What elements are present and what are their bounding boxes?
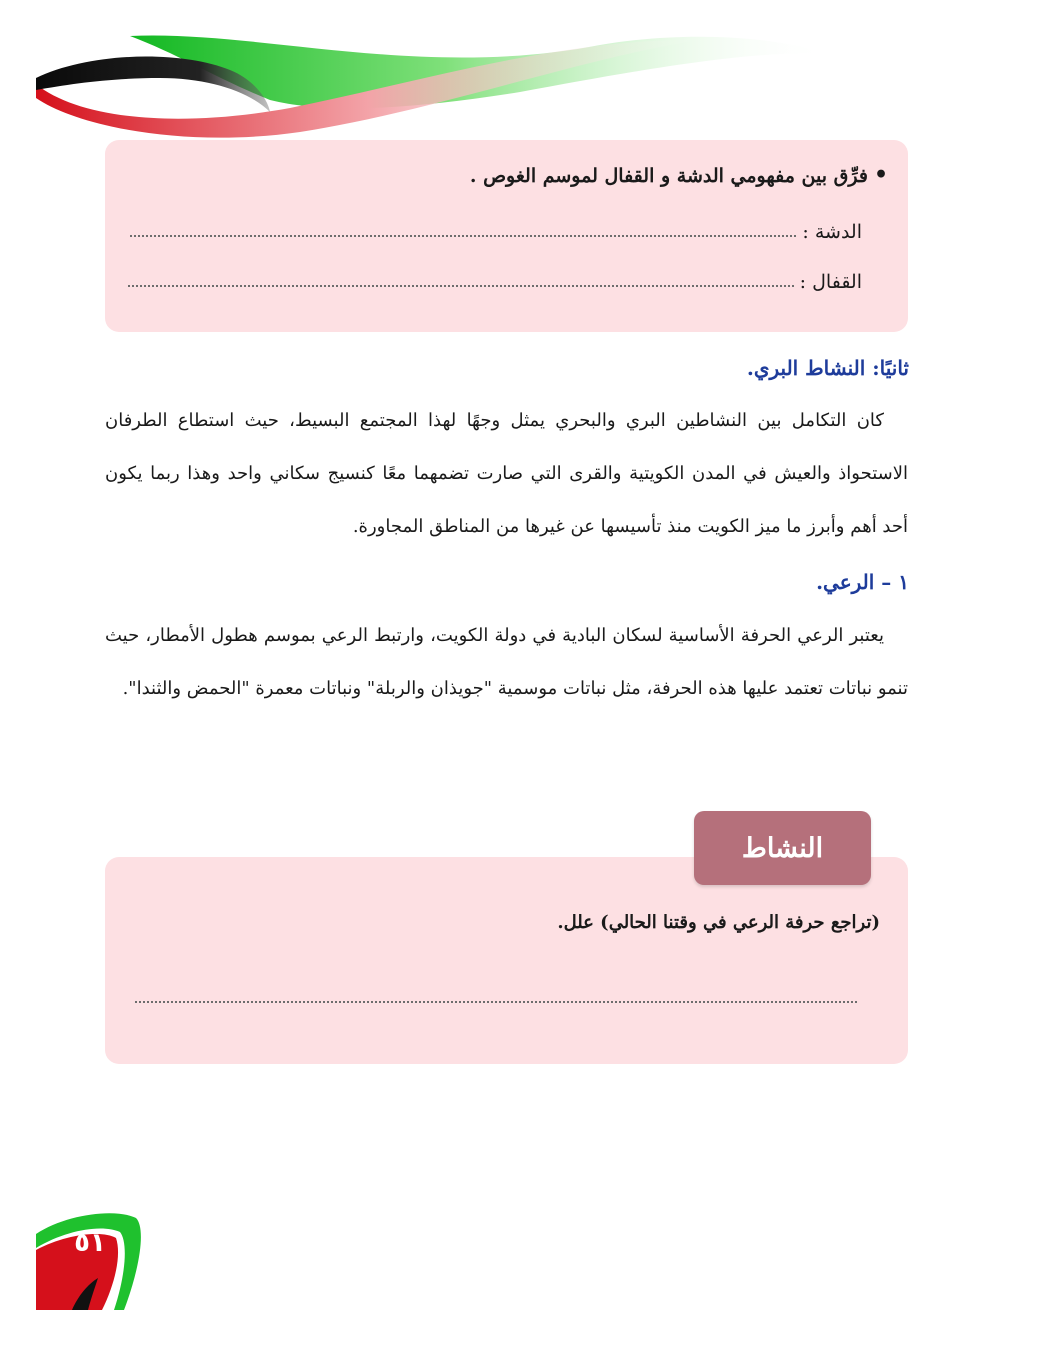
answer-row-dahsha[interactable] [130, 213, 862, 243]
section-title-land-activity: ثانيًا: النشاط البري. [746, 356, 909, 380]
activity-question: (تراجع حرفة الرعي في وقتنا الحالي) علل. [557, 912, 880, 933]
header-flag-ribbon [0, 0, 1062, 140]
page-corner-decor [36, 1208, 146, 1310]
answer-row-qifal[interactable] [128, 263, 862, 293]
answer-line-qifal[interactable] [128, 285, 794, 287]
paragraph-grazing: يعتبر الرعي الحرفة الأساسية لسكان البادية في دولة الكويت، وارتبط الرعي بموسم هطول الأمطار، حيث تنمو نباتات تعتمد عليها هذه الحرفة، مثل نباتات موسمية "جويذان والربلة" ونباتات معمرة "الحمض والثندا". [105, 625, 908, 699]
answer-label-qifal: القفال : [799, 271, 862, 293]
activity-answer-line[interactable] [135, 1001, 857, 1003]
answer-label-dahsha: الدشة : [802, 221, 862, 243]
page-number: ٥١ [74, 1228, 106, 1258]
section-title-grazing: ١ – الرعي. [816, 570, 909, 594]
activity-box [105, 857, 908, 1064]
activity-tab-label: النشاط [741, 832, 824, 864]
question-text [470, 162, 888, 188]
answer-line-dahsha[interactable] [130, 235, 796, 237]
question-label: فرِّق بين مفهومي الدشة و القفال لموسم الغوص . [469, 165, 868, 187]
bullet-icon: • [873, 162, 888, 188]
paragraph-land-activity: كان التكامل بين النشاطين البري والبحري يمثل وجهًا لهذا المجتمع البسيط، حيث استطاع الطرفان الاستحواذ والعيش في المدن الكويتية والقرى التي صارت تضمهما معًا كنسيج سكاني واحد وهذا ربما يكون أحد أهم وأبرز ما ميز الكويت منذ تأسيسها عن غيرها من المناطق المجاورة. [105, 410, 908, 537]
activity-tab [694, 811, 871, 885]
